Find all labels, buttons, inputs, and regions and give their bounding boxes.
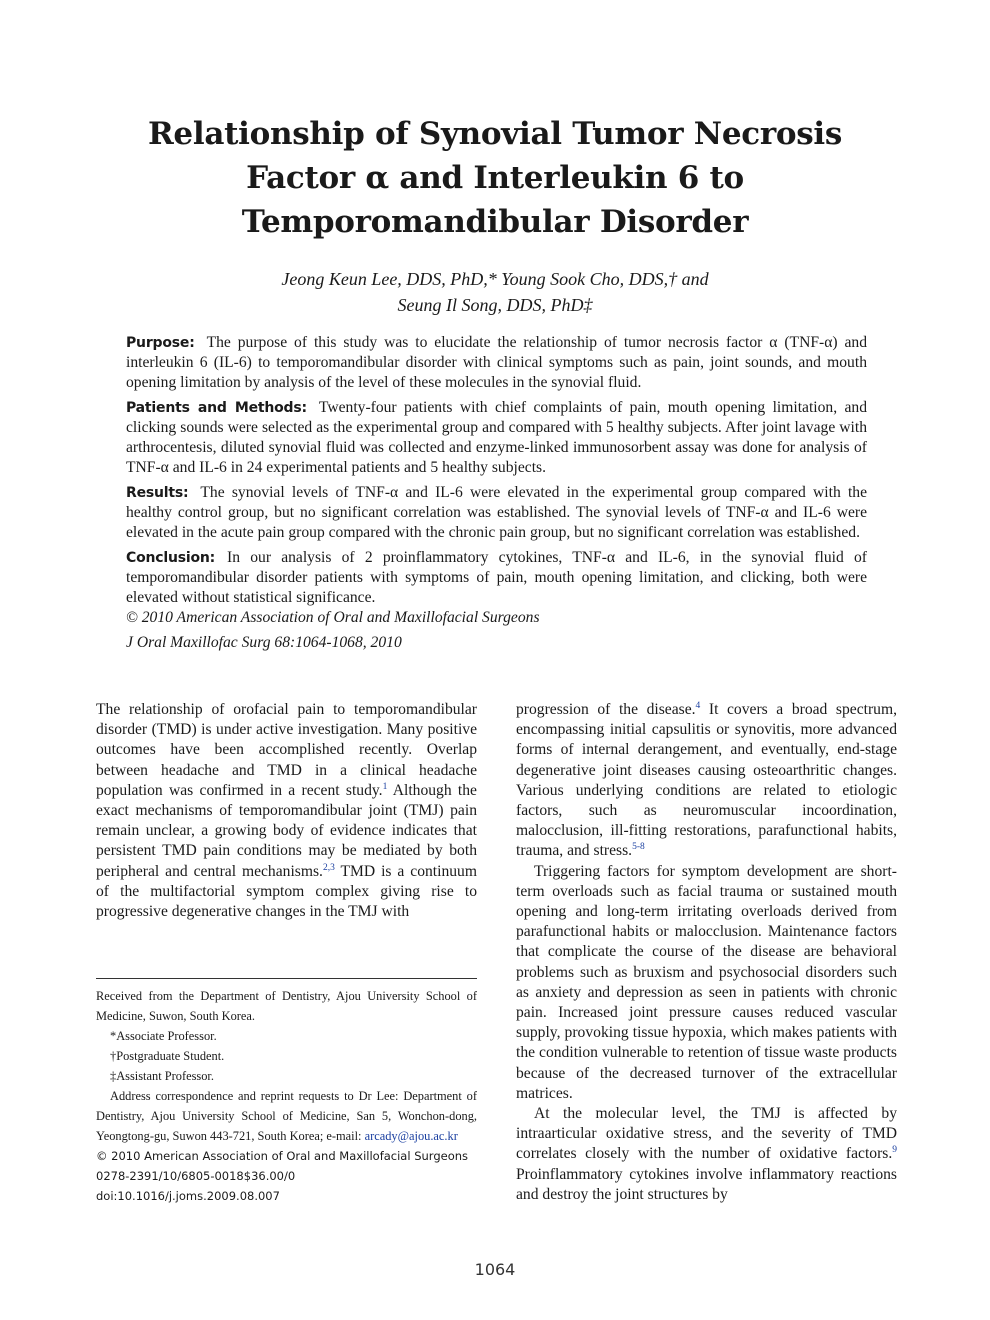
- title-line: Factor α and Interleukin 6 to: [246, 160, 744, 196]
- author-line: Jeong Keun Lee, DDS, PhD,* Young Sook Cho, DDS,† and: [281, 269, 709, 289]
- body-text: At the molecular level, the TMJ is affected by intraarticular oxidative stress, and the severity of TMD correlates closely with the number of oxidative factors.: [516, 1105, 897, 1163]
- body-text: TMD is a continuum of the multifactorial symptom complex giving rise to progressive degenerative changes in the TMJ with: [96, 862, 477, 921]
- abstract-label: Patients and Methods:: [126, 400, 307, 416]
- address-text: Address correspondence and reprint requests to Dr Lee: Department of Dentistry, Ajou University School of Medicine, San 5, Wonchon-dong, Yeongtong-gu, Suwon 443-721, South Korea; e-mail:: [96, 1089, 477, 1143]
- footnote-postgraduate: †Postgraduate Student.: [110, 1049, 225, 1063]
- body-paragraph: [516, 1104, 897, 1205]
- email-link[interactable]: arcady@ajou.ac.kr: [364, 1129, 458, 1143]
- body-column-right: [516, 700, 897, 1205]
- footnotes: [96, 986, 477, 1206]
- reference-link[interactable]: 2,3: [322, 862, 335, 873]
- footnote-copyright: © 2010 American Association of Oral and Maxillofacial Surgeons: [96, 1149, 469, 1163]
- abstract: [126, 333, 867, 658]
- reference-link[interactable]: 9: [892, 1145, 897, 1156]
- reference-link[interactable]: 5-8: [632, 842, 645, 853]
- body-paragraph: [96, 700, 477, 922]
- title-line: Relationship of Synovial Tumor Necrosis: [147, 116, 843, 152]
- body-text: The relationship of orofacial pain to temporomandibular disorder (TMD) is under active investigation. Many positive outcomes have been accomplished recently. Overlap between headache and TMD in a clinical headache population was confirmed in a recent study.: [96, 701, 477, 799]
- body-text: Although the exact mechanisms of temporomandibular joint (TMJ) pain remain unclear, a growing body of evidence indicates that persistent TMD pain conditions may be mediated by both peripheral and central mechanisms.: [96, 781, 477, 880]
- author-line: Seung Il Song, DDS, PhD‡: [397, 295, 593, 315]
- body-column-left: [96, 700, 477, 922]
- footnote-associate: *Associate Professor.: [110, 1029, 217, 1043]
- abstract-copyright: © 2010 American Association of Oral and Maxillofacial Surgeons: [126, 609, 540, 626]
- page-number: 1064: [474, 1260, 516, 1279]
- footnote-issn: 0278-2391/10/6805-0018$36.00/0: [96, 1169, 296, 1183]
- reference-link[interactable]: 4: [695, 701, 701, 711]
- body-paragraph: Triggering factors for symptom development are short-term overloads such as facial trauma or sustained mouth opening and long-term irritating overloads derived from parafunctional habits or malocclusion. Maintenance factors that complicate the course of the disease are behavioral problems such as bruxism and psychosocial disorders such as anxiety and depression as seen in patients with chronic pain. Increased joint pressure causes reduced vascular supply, provoking tissue hypoxia, which makes patients with the condition vulnerable to retention of tissue waste products because of the decreased turnover of the extracellular matrices.: [516, 862, 897, 1102]
- abstract-text: The synovial levels of TNF-α and IL-6 were elevated in the experimental group compared with the healthy control group, but no significant correlation was established. The synovial levels of TNF-α and IL-6 were elevated in the acute pain group compared with the chronic pain group, but no significant correlation was established.: [126, 484, 867, 541]
- abstract-label: Conclusion:: [126, 550, 216, 566]
- abstract-conclusion: [126, 548, 867, 608]
- abstract-results: [126, 483, 867, 543]
- article-title: [100, 112, 890, 244]
- abstract-text: In our analysis of 2 proinflammatory cytokines, TNF-α and IL-6, in the synovial fluid of temporomandibular disorder patients with symptoms of pain, mouth opening limitation, and clicking, both were elevated without statistical significance.: [126, 549, 867, 606]
- title-line: Temporomandibular Disorder: [241, 204, 749, 240]
- abstract-label: Purpose:: [126, 335, 195, 351]
- journal-citation: J Oral Maxillofac Surg 68:1064-1068, 2010: [126, 634, 402, 651]
- abstract-methods: [126, 398, 867, 478]
- footnote-received: Received from the Department of Dentistry, Ajou University School of Medicine, Suwon, South Korea.: [96, 989, 477, 1023]
- abstract-text: The purpose of this study was to elucidate the relationship of tumor necrosis factor α (TNF-α) and interleukin 6 (IL-6) to temporomandibular disorder with clinical symptoms such as pain, joint sounds, and mouth opening limitation by analysis of the level of these molecules in the synovial fluid.: [126, 334, 867, 391]
- footnote-doi: doi:10.1016/j.joms.2009.08.007: [96, 1189, 280, 1203]
- footnote-divider: [96, 978, 477, 979]
- body-text: Proinflammatory cytokines involve inflammatory reactions and destroy the joint structures by: [516, 1165, 897, 1203]
- author-list: [100, 266, 890, 318]
- body-text: progression of the disease.: [516, 701, 696, 718]
- body-paragraph: [516, 700, 897, 862]
- reference-link[interactable]: 1: [382, 781, 388, 792]
- abstract-text: Twenty-four patients with chief complaints of pain, mouth opening limitation, and clicking sounds were selected as the experimental group and compared with 5 healthy subjects. After joint lavage with arthrocentesis, diluted synovial fluid was collected and enzyme-linked immunosorbent assay was done for analysis of TNF-α and IL-6 in 24 experimental patients and 5 healthy subjects.: [126, 399, 868, 476]
- footnote-address: [96, 1086, 477, 1146]
- abstract-purpose: [126, 333, 867, 393]
- footnote-assistant: ‡Assistant Professor.: [110, 1069, 214, 1083]
- abstract-label: Results:: [126, 485, 189, 501]
- body-text: It covers a broad spectrum, encompassing initial capsulitis or synovitis, more advanced forms of internal derangement, and eventually, end-stage degenerative joint diseases causing osteoarthritic changes. Various underlying conditions are related to etiologic factors, such as neuromuscular incoordination, malocclusion, ill-fitting restorations, parafunctional habits, trauma, and stress.: [516, 701, 897, 860]
